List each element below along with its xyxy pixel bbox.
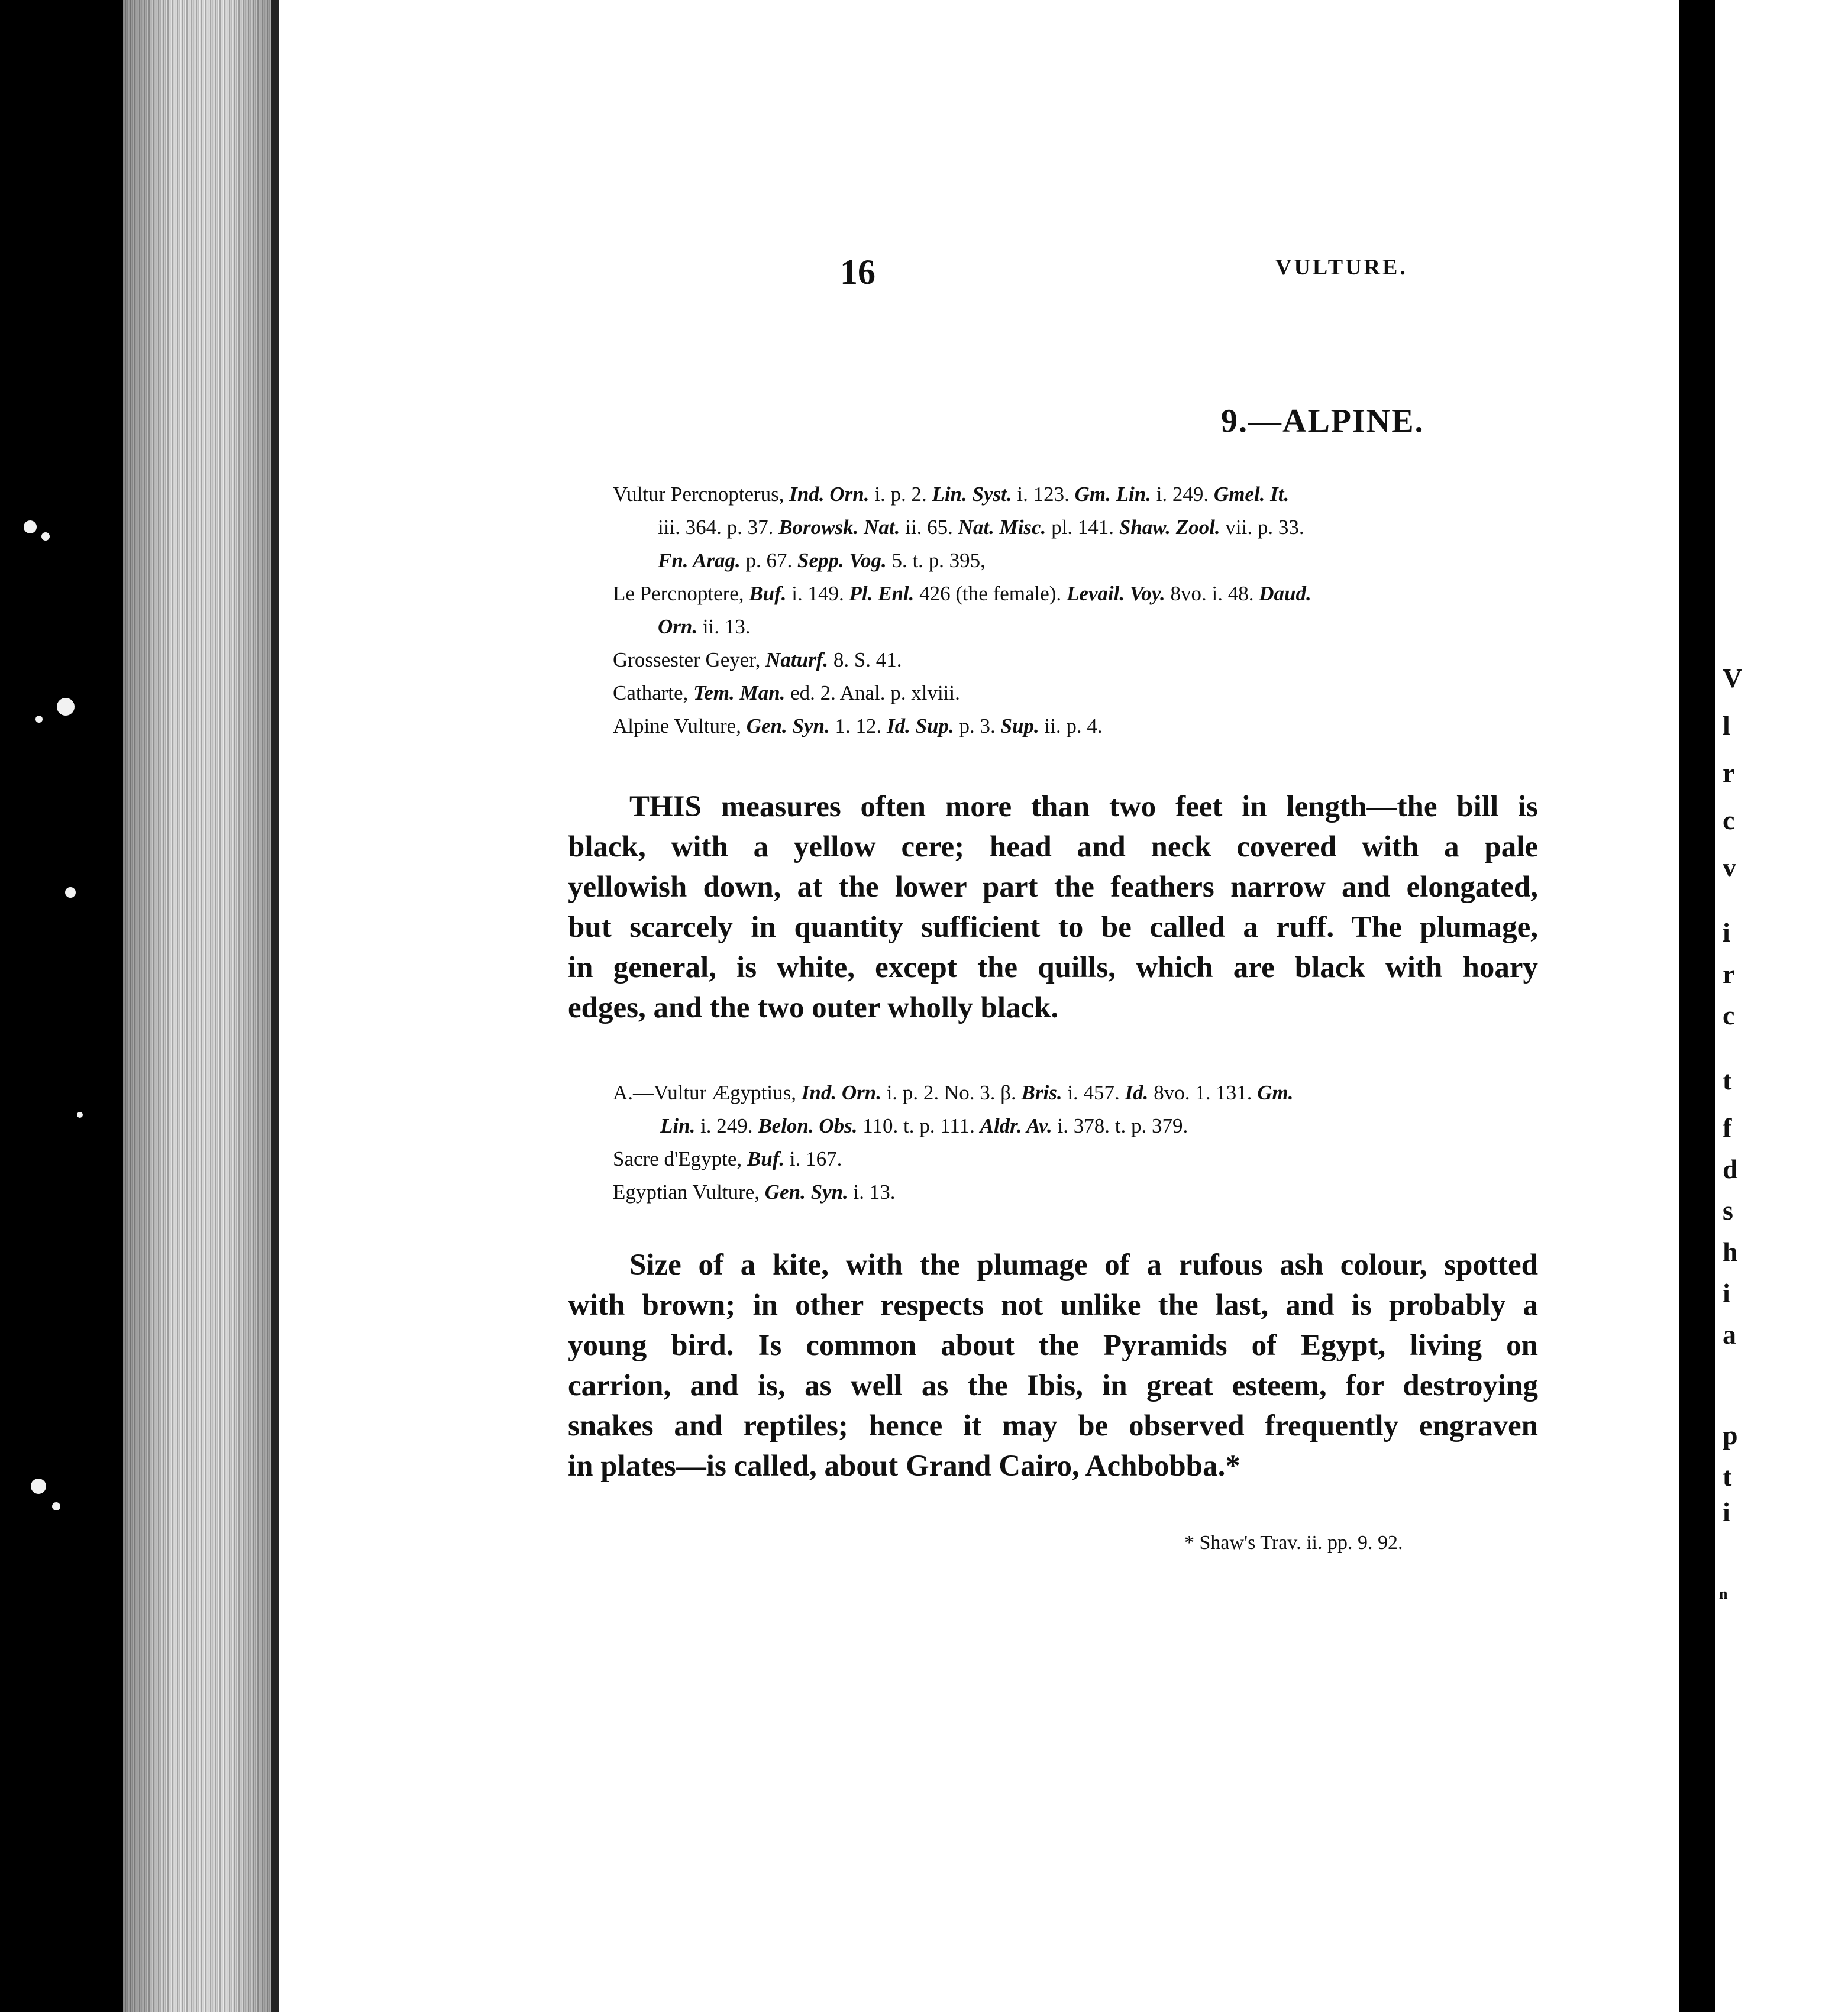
citation-authority: Belon. Obs.: [758, 1114, 858, 1137]
citation-text: 8. S. 41.: [828, 648, 902, 671]
adjacent-page-letter: c: [1723, 805, 1735, 835]
footnote: * Shaw's Trav. ii. pp. 9. 92.: [1184, 1532, 1403, 1554]
synonymy-line: [613, 478, 1289, 511]
synonymy-line: [613, 1176, 896, 1209]
citation-text: i. 457.: [1062, 1081, 1125, 1104]
adjacent-page-letter: V: [1723, 663, 1743, 693]
citation-text: i. 167.: [784, 1147, 842, 1170]
citation-text: pl. 141.: [1046, 516, 1119, 539]
citation-text: 8vo. 1. 131.: [1148, 1081, 1258, 1104]
synonymy-line: [613, 677, 960, 710]
margin-speck: [35, 716, 43, 723]
book-page: [279, 0, 1679, 2012]
adjacent-page-letter: i: [1723, 1278, 1730, 1308]
margin-speck: [52, 1502, 60, 1510]
citation-text: 110. t. p. 111.: [857, 1114, 980, 1137]
citation-authority: Shaw. Zool.: [1119, 516, 1220, 539]
citation-text: Grossester Geyer,: [613, 648, 766, 671]
citation-text: iii. 364. p. 37.: [658, 516, 779, 539]
citation-authority: Sepp. Vog.: [797, 549, 887, 572]
citation-authority: Gen. Syn.: [764, 1180, 848, 1204]
adjacent-page-letter: d: [1723, 1154, 1738, 1184]
synonymy-line: [613, 1143, 842, 1176]
adjacent-page-letter: i: [1723, 917, 1730, 947]
citation-authority: Nat. Misc.: [958, 516, 1046, 539]
citation-text: Egyptian Vulture,: [613, 1180, 765, 1204]
citation-authority: Lin. Syst.: [932, 483, 1012, 506]
citation-authority: Bris.: [1021, 1081, 1062, 1104]
citation-authority: Buf.: [749, 582, 787, 605]
adjacent-page-letter: n: [1719, 1585, 1728, 1602]
citation-authority: Daud.: [1259, 582, 1311, 605]
page-fold: [1679, 0, 1715, 2012]
citation-authority: Gmel. It.: [1213, 483, 1290, 506]
adjacent-page-letter: t: [1723, 1065, 1732, 1095]
paragraph-line: young bird. Is common about the Pyramids of Egypt, living on: [568, 1329, 1538, 1362]
margin-speck: [41, 532, 50, 541]
book-gutter: [271, 0, 279, 2012]
adjacent-page-letter: t: [1723, 1461, 1732, 1492]
citation-text: Alpine Vulture,: [613, 714, 747, 737]
margin-speck: [77, 1112, 83, 1118]
citation-text: Catharte,: [613, 681, 694, 704]
paragraph-line: in plates—is called, about Grand Cairo, Achbobba.*: [568, 1450, 1240, 1483]
citation-text: i. 149.: [786, 582, 849, 605]
margin-speck: [24, 520, 37, 533]
citation-text: Le Percnoptere,: [613, 582, 749, 605]
citation-authority: Id. Sup.: [886, 714, 954, 737]
adjacent-page-letter: f: [1723, 1112, 1732, 1143]
section-title: 9.—ALPINE.: [1221, 403, 1424, 439]
paragraph-line: edges, and the two outer wholly black.: [568, 991, 1059, 1024]
adjacent-page-letter: s: [1723, 1195, 1733, 1225]
adjacent-page-letter: a: [1723, 1319, 1736, 1350]
citation-text: i. 123.: [1012, 483, 1075, 506]
citation-authority: Ind. Orn.: [789, 483, 870, 506]
paragraph-line: THIS measures often more than two feet in length—the bill is: [629, 790, 1538, 823]
adjacent-page-edge: [1715, 0, 1848, 2012]
citation-text: i. 13.: [848, 1180, 896, 1204]
margin-speck: [57, 698, 75, 716]
citation-text: i. 249.: [1151, 483, 1214, 506]
synonymy-line: [658, 544, 986, 577]
margin-speck: [65, 887, 76, 898]
page-background-specks: [0, 0, 123, 2012]
synonymy-line: [613, 1076, 1293, 1109]
description-paragraph-2: [568, 1245, 1538, 1486]
paragraph-line: Size of a kite, with the plumage of a rufous ash colour, spotted: [629, 1248, 1538, 1282]
citation-authority: Gen. Syn.: [746, 714, 830, 737]
adjacent-page-letter: r: [1723, 959, 1735, 989]
paragraph-line: in general, is white, except the quills, which are black with hoary: [568, 951, 1538, 984]
adjacent-page-letter: l: [1723, 710, 1730, 740]
citation-text: i. 378. t. p. 379.: [1052, 1114, 1188, 1137]
citation-authority: Aldr. Av.: [980, 1114, 1052, 1137]
citation-authority: Levail. Voy.: [1066, 582, 1165, 605]
description-paragraph-1: [568, 787, 1538, 1028]
synonymy-line: [660, 1109, 1188, 1143]
adjacent-page-letter: v: [1723, 852, 1736, 882]
paragraph-line: with brown; in other respects not unlike the last, and is probably a: [568, 1289, 1538, 1322]
citation-text: vii. p. 33.: [1220, 516, 1304, 539]
citation-authority: Fn. Arag.: [658, 549, 741, 572]
citation-authority: Gm. Lin.: [1074, 483, 1151, 506]
citation-text: 1. 12.: [829, 714, 887, 737]
paragraph-line: snakes and reptiles; hence it may be observed frequently engraven: [568, 1409, 1538, 1442]
paragraph-line: yellowish down, at the lower part the feathers narrow and elongated,: [568, 871, 1538, 904]
adjacent-page-letter: h: [1723, 1237, 1738, 1267]
citation-text: A.—Vultur Ægyptius,: [613, 1081, 802, 1104]
paragraph-line: carrion, and is, as well as the Ibis, in great esteem, for destroying: [568, 1369, 1538, 1402]
adjacent-page-letter: i: [1723, 1497, 1730, 1527]
paragraph-line: black, with a yellow cere; head and neck covered with a pale: [568, 830, 1538, 863]
citation-text: Sacre d'Egypte,: [613, 1147, 747, 1170]
citation-authority: Orn.: [658, 615, 698, 638]
citation-text: i. p. 2.: [869, 483, 932, 506]
synonymy-line: [613, 577, 1311, 610]
citation-text: Vultur Percnopterus,: [613, 483, 790, 506]
synonymy-line: [613, 643, 902, 677]
citation-authority: Sup.: [1000, 714, 1039, 737]
citation-authority: Pl. Enl.: [849, 582, 915, 605]
citation-text: i. p. 2. No. 3. β.: [881, 1081, 1022, 1104]
citation-authority: Borowsk. Nat.: [778, 516, 900, 539]
adjacent-page-letter: c: [1723, 1000, 1735, 1030]
adjacent-page-letter: p: [1723, 1420, 1738, 1450]
citation-authority: Lin.: [660, 1114, 696, 1137]
book-page-edges: [123, 0, 271, 2012]
synonymy-line: [613, 710, 1103, 743]
page-number: 16: [840, 253, 875, 292]
citation-authority: Ind. Orn.: [801, 1081, 881, 1104]
citation-authority: Naturf.: [765, 648, 829, 671]
paragraph-line: but scarcely in quantity sufficient to be called a ruff. The plumage,: [568, 911, 1538, 944]
running-head: VULTURE.: [1275, 255, 1408, 280]
citation-authority: Gm.: [1257, 1081, 1294, 1104]
citation-text: p. 67.: [740, 549, 797, 572]
citation-authority: Id.: [1125, 1081, 1149, 1104]
citation-text: ii. 65.: [900, 516, 958, 539]
citation-text: ii. p. 4.: [1039, 714, 1103, 737]
citation-text: 8vo. i. 48.: [1165, 582, 1259, 605]
citation-text: 5. t. p. 395,: [886, 549, 986, 572]
citation-text: 426 (the female).: [914, 582, 1067, 605]
citation-authority: Tem. Man.: [693, 681, 786, 704]
citation-text: ed. 2. Anal. p. xlviii.: [785, 681, 960, 704]
citation-text: ii. 13.: [697, 615, 751, 638]
citation-text: i. 249.: [695, 1114, 758, 1137]
margin-speck: [31, 1479, 46, 1494]
citation-text: p. 3.: [954, 714, 1001, 737]
adjacent-page-letter: r: [1723, 758, 1735, 788]
citation-authority: Buf.: [747, 1147, 785, 1170]
synonymy-line: [658, 511, 1304, 544]
synonymy-line: [658, 610, 751, 643]
